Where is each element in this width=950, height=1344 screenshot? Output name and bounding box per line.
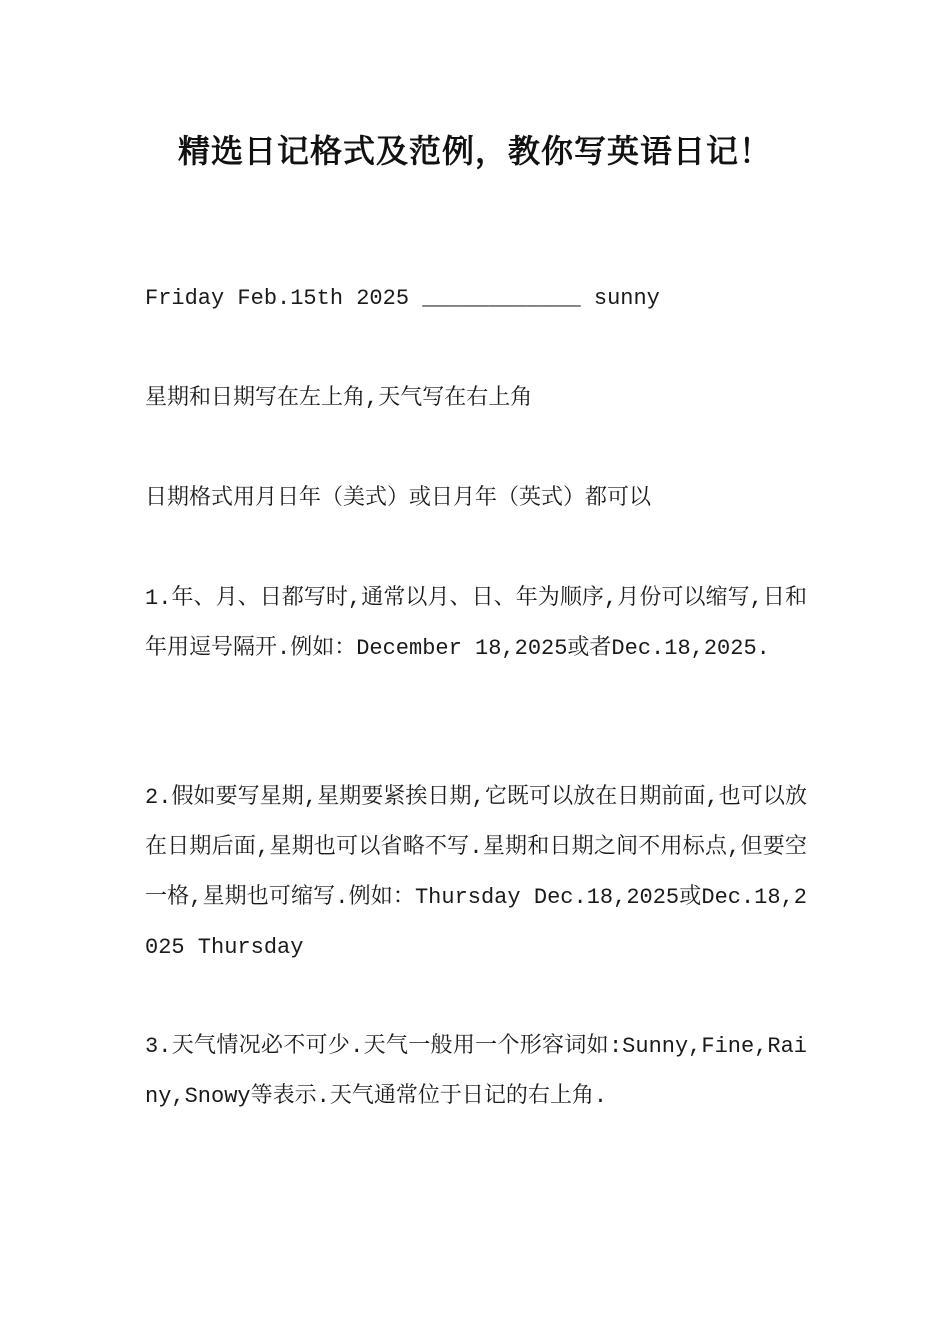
- paragraph-position-rule: 星期和日期写在左上角,天气写在右上角: [145, 386, 533, 411]
- paragraph-rule-2: 2.假如要写星期,星期要紧挨日期,它既可以放在日期前面,也可以放在日期后面,星期也可以省略不写.星期和日期之间不用标点,但要空一格,星期也可缩写.例如：Thursday Dec.18,2025或Dec.18,2025 Thursday: [145, 785, 807, 960]
- diary-header-line: Friday Feb.15th 2025 ____________ sunny: [145, 286, 660, 311]
- paragraph-date-format: 日期格式用月日年（美式）或日月年（英式）都可以: [145, 486, 652, 511]
- document-title: 精选日记格式及范例，教你写英语日记！: [177, 132, 772, 170]
- paragraph-rule-3: 3.天气情况必不可少.天气一般用一个形容词如:Sunny,Fine,Rainy,Snowy等表示.天气通常位于日记的右上角.: [145, 1034, 807, 1109]
- paragraph-rule-1: 1.年、月、日都写时,通常以月、日、年为顺序,月份可以缩写,日和年用逗号隔开.例如：December 18,2025或者Dec.18,2025.: [145, 586, 807, 661]
